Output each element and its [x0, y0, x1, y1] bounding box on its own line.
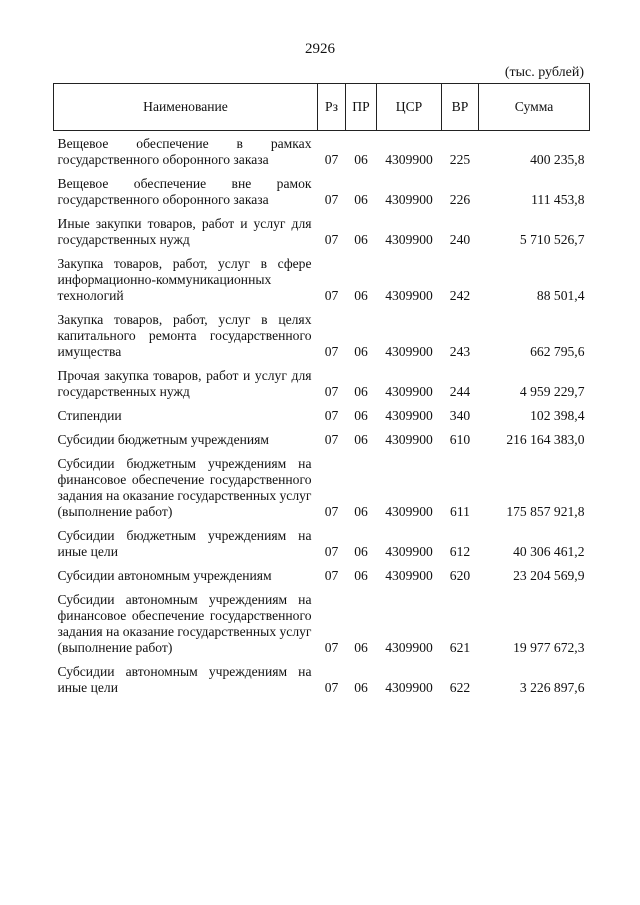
cell-csr: 4309900	[385, 680, 433, 695]
page-number: 2926	[305, 41, 335, 57]
cell-sum: 400 235,8	[530, 152, 585, 167]
budget-table	[53, 83, 590, 699]
table-row	[54, 131, 590, 172]
cell-vr: 243	[449, 344, 471, 359]
cell-csr: 4309900	[385, 192, 433, 207]
table-row	[54, 211, 590, 251]
cell-sum: 5 710 526,7	[519, 232, 585, 247]
cell-rz: 07	[324, 568, 339, 583]
cell-rz: 07	[324, 192, 339, 207]
header-sum: Сумма	[479, 84, 590, 131]
cell-vr: 612	[449, 544, 471, 559]
cell-vr: 611	[450, 504, 470, 519]
table-row	[54, 403, 590, 427]
cell-rz: 07	[324, 384, 339, 399]
cell-rz: 07	[324, 344, 339, 359]
table-row	[54, 251, 590, 307]
cell-sum: 662 795,6	[530, 344, 585, 359]
cell-rz: 07	[324, 408, 339, 423]
cell-rz: 07	[324, 232, 339, 247]
cell-name: Субсидии бюджетным учреждениям на иные цели	[57, 528, 312, 559]
cell-pr: 06	[354, 680, 368, 695]
cell-pr: 06	[354, 344, 368, 359]
cell-pr: 06	[354, 288, 368, 303]
table-header	[54, 84, 590, 131]
table-body	[54, 131, 590, 700]
cell-rz: 07	[324, 288, 339, 303]
table-row	[54, 563, 590, 587]
header-pr: ПР	[346, 84, 377, 131]
cell-sum: 216 164 383,0	[506, 432, 585, 447]
cell-csr: 4309900	[385, 232, 433, 247]
table-row	[54, 587, 590, 659]
table-row	[54, 451, 590, 523]
cell-sum: 102 398,4	[530, 408, 585, 423]
cell-csr: 4309900	[385, 152, 433, 167]
cell-pr: 06	[354, 544, 368, 559]
cell-pr: 06	[354, 192, 368, 207]
cell-vr: 244	[449, 384, 471, 399]
cell-name: Стипендии	[57, 408, 122, 423]
cell-pr: 06	[354, 152, 368, 167]
table-row	[54, 307, 590, 363]
cell-name: Вещевое обеспечение вне рамок государственного оборонного заказа	[57, 176, 312, 207]
cell-csr: 4309900	[385, 408, 433, 423]
cell-csr: 4309900	[385, 640, 433, 655]
cell-vr: 225	[449, 152, 471, 167]
cell-rz: 07	[324, 152, 339, 167]
cell-sum: 175 857 921,8	[506, 504, 585, 519]
cell-pr: 06	[354, 640, 368, 655]
cell-name: Закупка товаров, работ, услуг в сфере информационно-коммуникационных технологий	[57, 256, 312, 303]
cell-csr: 4309900	[385, 504, 433, 519]
cell-name: Закупка товаров, работ, услуг в целях капитального ремонта государственного имущества	[57, 312, 312, 359]
cell-rz: 07	[324, 504, 339, 519]
cell-vr: 240	[449, 232, 471, 247]
cell-rz: 07	[324, 432, 339, 447]
cell-pr: 06	[354, 384, 368, 399]
cell-vr: 620	[449, 568, 471, 583]
cell-name: Субсидии автономным учреждениям	[57, 568, 272, 583]
cell-rz: 07	[324, 680, 339, 695]
header-rz: Рз	[318, 84, 346, 131]
cell-csr: 4309900	[385, 288, 433, 303]
cell-pr: 06	[354, 504, 368, 519]
cell-vr: 226	[449, 192, 471, 207]
cell-vr: 340	[449, 408, 471, 423]
cell-sum: 40 306 461,2	[513, 544, 585, 559]
cell-csr: 4309900	[385, 544, 433, 559]
cell-vr: 621	[449, 640, 471, 655]
cell-name: Субсидии автономным учреждениям на финансовое обеспечение государственного задания на оказание государственных услуг (выполнение работ)	[57, 592, 312, 655]
table-row	[54, 363, 590, 403]
cell-name: Иные закупки товаров, работ и услуг для государственных нужд	[57, 216, 312, 247]
cell-sum: 23 204 569,9	[513, 568, 585, 583]
cell-pr: 06	[354, 432, 368, 447]
table-row	[54, 659, 590, 699]
units-label: (тыс. рублей)	[504, 65, 584, 80]
cell-rz: 07	[324, 640, 339, 655]
cell-pr: 06	[354, 232, 368, 247]
table-row	[54, 523, 590, 563]
cell-pr: 06	[354, 408, 368, 423]
cell-name: Прочая закупка товаров, работ и услуг для государственных нужд	[57, 368, 312, 399]
cell-csr: 4309900	[385, 344, 433, 359]
cell-sum: 111 453,8	[531, 192, 585, 207]
cell-name: Вещевое обеспечение в рамках государственного оборонного заказа	[57, 136, 312, 167]
cell-name: Субсидии бюджетным учреждениям	[57, 432, 270, 447]
cell-sum: 4 959 229,7	[519, 384, 585, 399]
header-vr: ВР	[442, 84, 479, 131]
cell-rz: 07	[324, 544, 339, 559]
header-name: Наименование	[54, 84, 318, 131]
table-row	[54, 171, 590, 211]
cell-vr: 242	[449, 288, 471, 303]
cell-sum: 88 501,4	[536, 288, 585, 303]
cell-name: Субсидии бюджетным учреждениям на финансовое обеспечение государственного задания на оказание государственных услуг (выполнение работ)	[57, 456, 312, 519]
cell-vr: 622	[449, 680, 471, 695]
cell-pr: 06	[354, 568, 368, 583]
cell-vr: 610	[449, 432, 471, 447]
header-csr: ЦСР	[377, 84, 442, 131]
cell-csr: 4309900	[385, 568, 433, 583]
cell-sum: 3 226 897,6	[519, 680, 585, 695]
cell-csr: 4309900	[385, 384, 433, 399]
cell-csr: 4309900	[385, 432, 433, 447]
cell-sum: 19 977 672,3	[513, 640, 585, 655]
cell-name: Субсидии автономным учреждениям на иные цели	[57, 664, 312, 695]
table-row	[54, 427, 590, 451]
